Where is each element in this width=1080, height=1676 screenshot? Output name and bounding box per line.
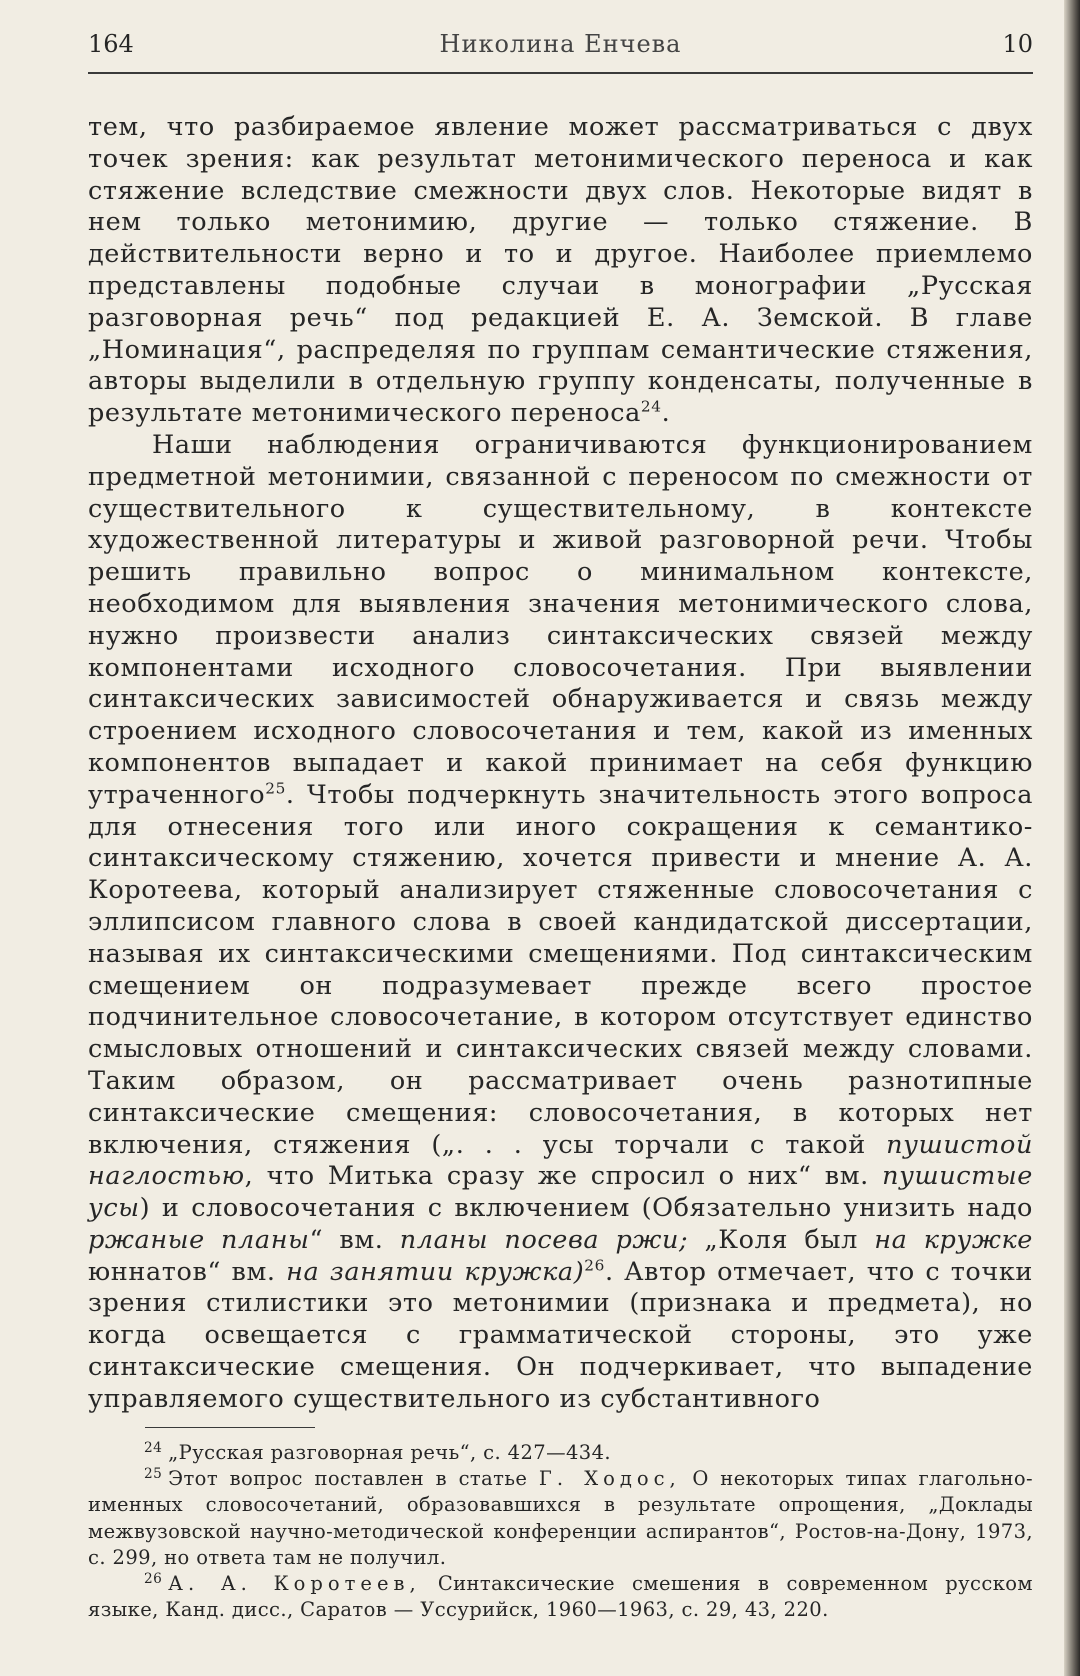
footnote-25-number: 25 <box>144 1465 163 1482</box>
paragraph-1 <box>88 112 1033 430</box>
p2-example-italic-4: планы посева ржи; <box>399 1224 689 1255</box>
page-binding-edge <box>1064 0 1080 1676</box>
p2-segment-6: „Коля был <box>704 1224 858 1255</box>
footnote-25 <box>88 1466 1033 1571</box>
p2-segment-2: . Чтобы подчеркнуть значительность этого вопроса для отнесения того или иного сокращения к семантико-синтаксическому стяжению, хочется привести и мнение А. А. Коротеева, который анализирует стяженные словосочетания с эллипсисом главного слова в своей кандидатской диссертации, называя их синтаксическими смещениями. Под синтаксическим смещением он подразумевает прежде всего простое подчинительное словосочетание, в котором отсутствует единство смысловых отношений и синтаксических связей между словами. Таким образом, он рассматривает очень разнотипные синтаксические смещения: словосочетания, в которых нет включения, стяжения („. . . усы торчали с такой <box>88 779 1033 1160</box>
footnote-ref-26: 26 <box>584 1256 605 1275</box>
footnote-24-text: „Русская разговорная речь“, с. 427—434. <box>168 1441 612 1464</box>
footnote-26 <box>88 1571 1033 1623</box>
footnote-26-text: Синтаксические смешения в современном русском языке, Канд. дисс., Саратов — Уссурийск, 1960—1963, с. 29, 43, 220. <box>88 1572 1033 1622</box>
running-head-right-mark: 10 <box>1002 30 1033 58</box>
page-number: 164 <box>88 30 134 58</box>
footnote-24 <box>88 1440 1033 1466</box>
footnote-rule <box>145 1427 315 1428</box>
footnote-ref-25: 25 <box>265 779 286 798</box>
p2-segment-5: “ вм. <box>309 1224 384 1255</box>
paragraph-1-end: . <box>661 398 671 429</box>
footnote-26-number: 26 <box>144 1570 163 1587</box>
header-rule <box>88 72 1033 74</box>
p2-example-italic-1: пушистой наглостью <box>88 1129 1033 1192</box>
running-head-author: Николина Енчева <box>439 30 682 58</box>
paragraph-2 <box>88 430 1033 1416</box>
p2-segment-7: юннатов“ вм. <box>88 1256 276 1287</box>
footnote-24-number: 24 <box>144 1439 163 1456</box>
p2-example-italic-2: пушистые усы <box>88 1161 1033 1224</box>
p2-example-italic-5: на кружке <box>874 1224 1033 1255</box>
footnote-25-text-a: Этот вопрос поставлен в статье <box>168 1467 528 1491</box>
p2-example-italic-6: на занятии кружка) <box>286 1256 585 1287</box>
footnotes <box>88 1440 1033 1623</box>
body-text <box>88 112 1033 1416</box>
p2-example-italic-3: ржаные планы <box>88 1224 310 1255</box>
running-head <box>88 30 1033 66</box>
p2-segment-8: . Автор отмечает, что с точки зрения стилистики это метонимии (признака и предмета), но когда освещается с грамматической стороны, это уже синтаксические смещения. Он подчеркивает, что выпадение управляемого существительного из субстантивного <box>88 1256 1033 1414</box>
footnote-25-text-b: О некоторых типах глагольно-именных словосочетаний, образовавшихся в результате опрощения, „Доклады межвузовской научно-методической конференции аспирантов“, Ростов-на-Дону, 1973, с. 299, но ответа там не получил. <box>88 1467 1034 1569</box>
paragraph-1-text: тем, что разбираемое явление может рассматриваться с двух точек зрения: как результат метонимического переноса и как стяжение вследствие смежности двух слов. Некоторые видят в нем только метонимию, другие — только стяжение. В действительности верно и то и другое. Наиболее приемлемо представлены подобные случаи в монографии „Русская разговорная речь“ под редакцией Е. А. Земской. В главе „Номинация“, распределяя по группам семантические стяжения, авторы выделили в отдельную группу конденсаты, полученные в результате метонимического переноса <box>88 112 1033 429</box>
p2-segment-4: ) и словосочетания с включением (Обязательно унизить надо <box>139 1193 1033 1224</box>
footnote-26-author: А. А. Коротеев, <box>168 1572 421 1596</box>
p2-segment-1: Наши наблюдения ограничиваются функционированием предметной метонимии, связанной с переносом по смежности от существительного к существительному, в контексте художественной литературы и живой разговорной речи. Чтобы решить правильно вопрос о минимальном контексте, необходимом для выявления значения метонимического слова, нужно произвести анализ синтаксических связей между компонентами исходного словосочетания. При выявлении синтаксических зависимостей обнаруживается и связь между строением исходного словосочетания и тем, какой из именных компонентов выпадает и какой принимает на себя функцию утраченного <box>88 429 1033 810</box>
p2-segment-3: , что Митька сразу же спросил о них“ вм. <box>244 1161 869 1192</box>
footnote-25-author: Г. Ходос, <box>538 1467 681 1491</box>
footnote-ref-24: 24 <box>640 397 662 416</box>
